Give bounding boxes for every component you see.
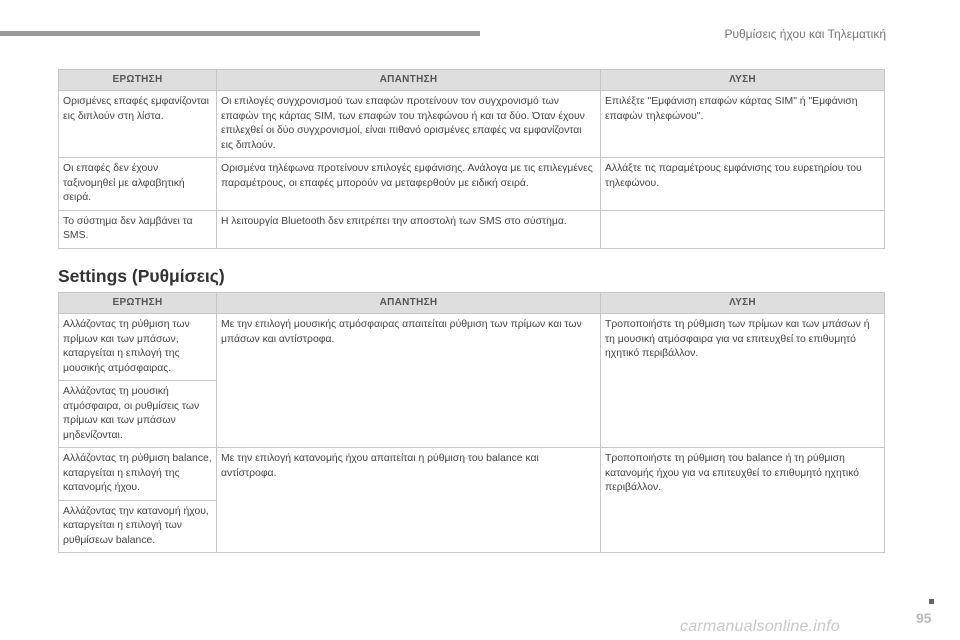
- answer-cell: Ορισμένα τηλέφωνα προτείνουν επιλογές εμφάνισης. Ανάλογα με τις επιλεγμένες παραμέτρους, οι επαφές μπορούν να μεταφερθούν με ειδική σειρά.: [217, 158, 601, 211]
- answer-cell: Οι επιλογές συγχρονισμού των επαφών προτείνουν τον συγχρονισμό των επαφών της κάρτας SIM, των επαφών του τηλεφώνου ή και τα δύο. Όταν έχουν επιλεχθεί οι δύο συγχρονισμοί, είναι πιθανό ορισμένες επαφές να εμφανίζονται εις διπλούν.: [217, 91, 601, 158]
- column-header-answer: ΑΠΑΝΤΗΣΗ: [217, 293, 601, 314]
- answer-cell: Η λειτουργία Bluetooth δεν επιτρέπει την αποστολή των SMS στο σύστημα.: [217, 210, 601, 248]
- chapter-title: Ρυθμίσεις ήχου και Τηλεματική: [724, 27, 886, 41]
- page-number: 95: [916, 610, 932, 626]
- answer-cell: Με την επιλογή μουσικής ατμόσφαιρας απαιτείται ρύθμιση των πρίμων και των μπάσων και αντίστροφα.: [217, 314, 601, 448]
- question-cell: Αλλάζοντας τη ρύθμιση των πρίμων και των μπάσων, καταργείται η επιλογή της μουσικής ατμόσφαιρας.: [59, 314, 217, 381]
- question-cell: Το σύστημα δεν λαμβάνει τα SMS.: [59, 210, 217, 248]
- column-header-question: ΕΡΩΤΗΣΗ: [59, 70, 217, 91]
- table-header-row: [59, 70, 885, 91]
- column-header-solution: ΛΥΣΗ: [601, 293, 885, 314]
- table-row: [59, 91, 885, 158]
- watermark: carmanualsonline.info: [680, 618, 840, 635]
- solution-cell: Αλλάξτε τις παραμέτρους εμφάνισης του ευρετηρίου του τηλεφώνου.: [601, 158, 885, 211]
- contacts-faq-table: [58, 69, 885, 249]
- question-cell: Οι επαφές δεν έχουν ταξινομηθεί με αλφαβητική σειρά.: [59, 158, 217, 211]
- table-row: [59, 448, 885, 501]
- question-cell: Ορισμένες επαφές εμφανίζονται εις διπλούν στη λίστα.: [59, 91, 217, 158]
- solution-cell: [601, 210, 885, 248]
- solution-cell: Τροποποιήστε τη ρύθμιση του balance ή τη ρύθμιση κατανομής ήχου για να επιτευχθεί το επιθυμητό ηχητικό περιβάλλον.: [601, 448, 885, 553]
- table-row: [59, 314, 885, 381]
- answer-cell: Με την επιλογή κατανομής ήχου απαιτείται η ρύθμιση του balance και αντίστροφα.: [217, 448, 601, 553]
- question-cell: Αλλάζοντας την κατανομή ήχου, καταργείται η επιλογή των ρυθμίσεων balance.: [59, 500, 217, 553]
- column-header-solution: ΛΥΣΗ: [601, 70, 885, 91]
- page-marker: [929, 599, 934, 604]
- solution-cell: Επιλέξτε "Εμφάνιση επαφών κάρτας SIM" ή "Εμφάνιση επαφών τηλεφώνου".: [601, 91, 885, 158]
- section-heading-settings: Settings (Ρυθμίσεις): [58, 266, 225, 286]
- table-row: [59, 210, 885, 248]
- question-cell: Αλλάζοντας τη ρύθμιση balance, καταργείται η επιλογή της κατανομής ήχου.: [59, 448, 217, 501]
- solution-cell: Τροποποιήστε τη ρύθμιση των πρίμων και των μπάσων ή τη μουσική ατμόσφαιρα για να επιτευχθεί το επιθυμητό ηχητικό περιβάλλον.: [601, 314, 885, 448]
- table-row: [59, 158, 885, 211]
- settings-faq-table: [58, 292, 885, 553]
- header-bar: [0, 31, 480, 36]
- table-header-row: [59, 293, 885, 314]
- question-cell: Αλλάζοντας τη μουσική ατμόσφαιρα, οι ρυθμίσεις των πρίμων και των μπάσων μηδενίζονται.: [59, 381, 217, 448]
- column-header-question: ΕΡΩΤΗΣΗ: [59, 293, 217, 314]
- column-header-answer: ΑΠΑΝΤΗΣΗ: [217, 70, 601, 91]
